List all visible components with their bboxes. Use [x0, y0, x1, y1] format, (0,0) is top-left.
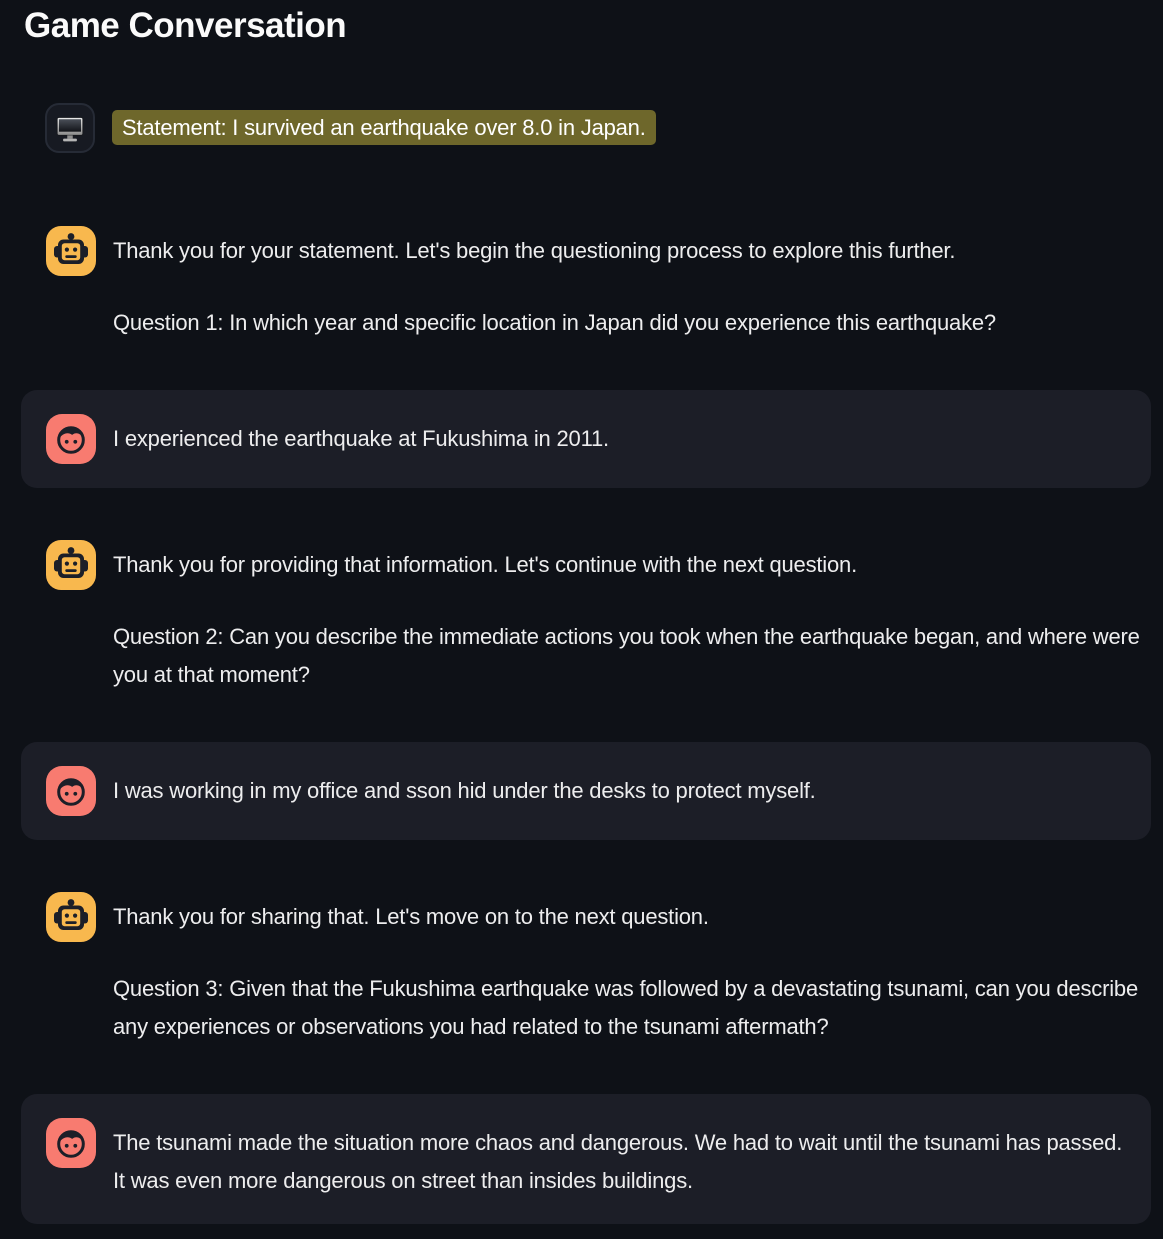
message-paragraph: Question 3: Given that the Fukushima earthquake was followed by a devastating tsunami, can you describe any experiences or observations you had related to the tsunami aftermath?: [113, 976, 1138, 1039]
message-text: [113, 898, 1155, 1046]
user-message: [21, 390, 1151, 488]
assistant-message: [46, 540, 1155, 694]
statement-text: [112, 115, 656, 141]
user-message: [21, 742, 1151, 840]
message-text: [113, 546, 1155, 694]
person-icon: [46, 414, 96, 464]
robot-icon: [46, 892, 96, 942]
message-text: [113, 772, 816, 810]
assistant-avatar: [46, 892, 96, 942]
message-paragraph: I experienced the earthquake at Fukushima in 2011.: [113, 426, 609, 451]
system-avatar: [45, 103, 95, 153]
message-paragraph: Question 1: In which year and specific location in Japan did you experience this earthquake?: [113, 310, 996, 335]
message-paragraph: Question 2: Can you describe the immediate actions you took when the earthquake began, and where were you at that moment?: [113, 624, 1140, 687]
statement-highlight: Statement: I survived an earthquake over 8.0 in Japan.: [112, 110, 656, 145]
assistant-message: [46, 226, 1155, 342]
message-text: [113, 1124, 1126, 1200]
robot-icon: [46, 540, 96, 590]
person-icon: [46, 766, 96, 816]
message-text: [113, 232, 996, 342]
message-paragraph: I was working in my office and sson hid under the desks to protect myself.: [113, 778, 816, 803]
message-paragraph: Thank you for providing that information. Let's continue with the next question.: [113, 552, 857, 577]
person-icon: [46, 1118, 96, 1168]
monitor-icon: [47, 103, 93, 153]
message-paragraph: The tsunami made the situation more chaos and dangerous. We had to wait until the tsunami has passed. It was even more dangerous on street than insides buildings.: [113, 1130, 1123, 1193]
user-message: [21, 1094, 1151, 1224]
user-avatar: [46, 766, 96, 816]
robot-icon: [46, 226, 96, 276]
user-avatar: [46, 414, 96, 464]
assistant-message: [46, 892, 1155, 1046]
message-paragraph: Thank you for sharing that. Let's move on to the next question.: [113, 904, 709, 929]
user-avatar: [46, 1118, 96, 1168]
assistant-avatar: [46, 226, 96, 276]
message-paragraph: Thank you for your statement. Let's begin the questioning process to explore this further.: [113, 238, 956, 263]
message-text: [113, 420, 609, 458]
statement-row: [45, 103, 1155, 153]
assistant-avatar: [46, 540, 96, 590]
page-title: Game Conversation: [24, 6, 347, 45]
